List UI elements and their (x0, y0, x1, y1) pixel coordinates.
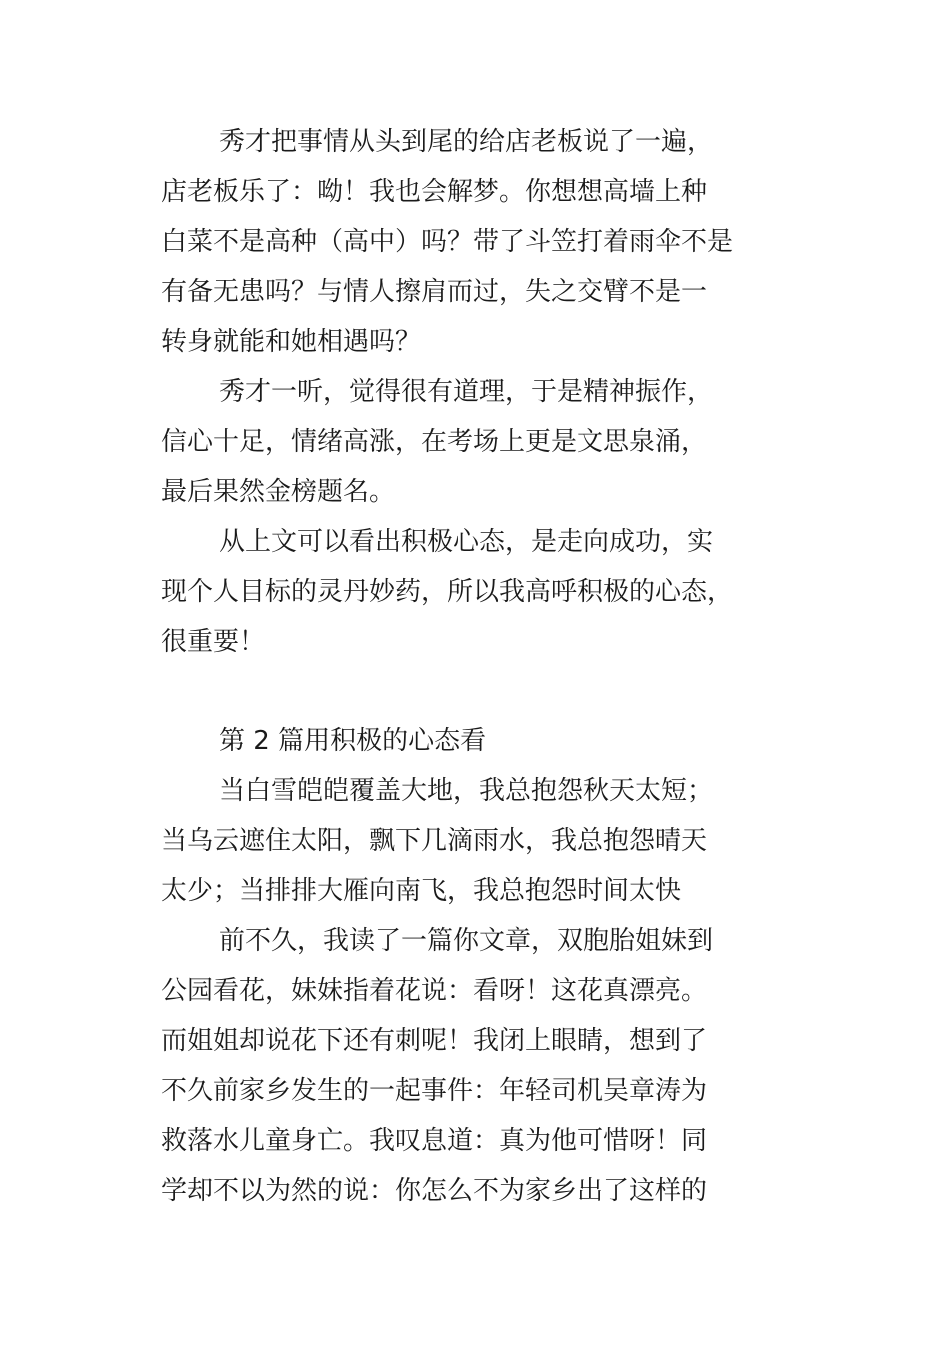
text-line: 秀才一听，觉得很有道理，于是精神振作， (219, 377, 714, 407)
text-line: 很重要！ (161, 627, 266, 657)
text-line: 秀才把事情从头到尾的给店老板说了一遍， (219, 127, 714, 157)
text-line: 太少；当排排大雁向南飞，我总抱怨时间太快 (161, 876, 682, 906)
text-line: 救落水儿童身亡。我叹息道：真为他可惜呀！同 (161, 1126, 708, 1156)
text-line: 学却不以为然的说：你怎么不为家乡出了这样的 (161, 1176, 708, 1206)
text-line: 而姐姐却说花下还有刺呢！我闭上眼睛，想到了 (161, 1026, 708, 1056)
text-line: 有备无患吗？与情人擦肩而过，失之交臂不是一 (161, 277, 708, 307)
text-line: 白菜不是高种（高中）吗？带了斗笠打着雨伞不是 (161, 227, 734, 257)
text-line: 信心十足，情绪高涨，在考场上更是文思泉涌， (161, 427, 708, 457)
text-line: 转身就能和她相遇吗？ (161, 327, 422, 357)
text-line: 从上文可以看出积极心态，是走向成功，实 (219, 527, 714, 557)
text-line: 公园看花，妹妹指着花说：看呀！这花真漂亮。 (161, 976, 708, 1006)
text-line: 最后果然金榜题名。 (161, 477, 396, 507)
section-heading: 第 2 篇用积极的心态看 (219, 726, 487, 756)
text-line: 前不久，我读了一篇你文章，双胞胎姐妹到 (219, 926, 714, 956)
text-line: 当白雪皑皑覆盖大地，我总抱怨秋天太短； (219, 776, 714, 806)
text-line: 现个人目标的灵丹妙药，所以我高呼积极的心态， (161, 577, 734, 607)
text-line: 不久前家乡发生的一起事件：年轻司机吴章涛为 (161, 1076, 708, 1106)
text-line: 店老板乐了：呦！我也会解梦。你想想高墙上种 (161, 177, 708, 207)
text-line: 当乌云遮住太阳，飘下几滴雨水，我总抱怨晴天 (161, 826, 708, 856)
